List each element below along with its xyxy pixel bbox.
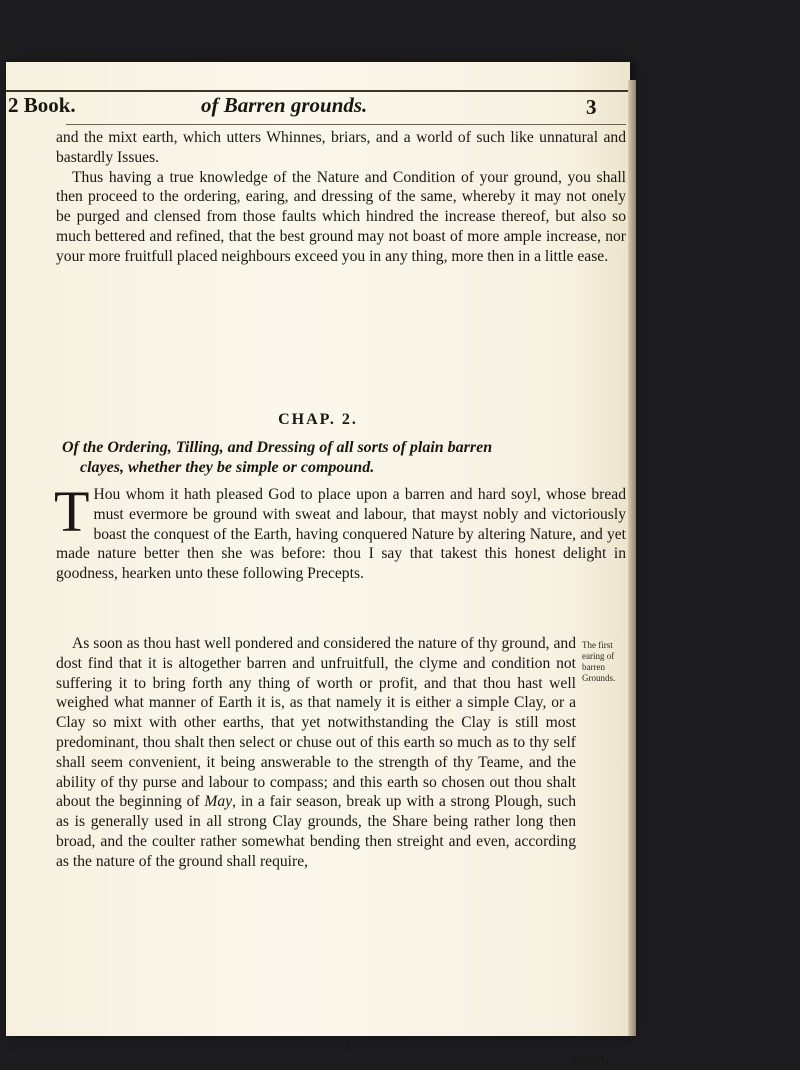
paragraph-4-end: , in a fair season, break up with a strong Plough, such as is generally used in all strong Clay grounds, the Share being rather long then broad, and the coulter rather somewhat bending then streight and even, according as the nature of the ground shall require, [56,793,576,870]
signature-mark: E [346,1038,356,1054]
running-head-book: 2 Book. [8,93,76,117]
chapter-description-line-1: Of the Ordering, Tilling, and Dressing of all sorts of plain barren [62,439,493,456]
catchword: which [571,1052,610,1069]
chapter-description [62,438,622,478]
text-block-opening [56,128,626,267]
paragraph-3-text: Hou whom it hath pleased God to place upon a barren and hard soyl, whose bread must evermore be ground with sweat and labour, that mayst nobly and victoriously boast the conquest of the Earth, having conquered Nature by altering Nature, and yet made nature better then she was before: thou I say that takest this honest delight in goodness, hearken unto these following Precepts. [56,486,626,583]
page-edge [628,80,636,1036]
drop-cap: T [54,479,90,544]
page-number: 3 [586,95,597,119]
book-page [6,62,630,1069]
paragraph-4-start: As soon as thou hast well pondered and considered the nature of thy ground, and dost find that it is altogether barren and unfruitfull, the clyme and condition not suffering it to bring forth any thing of worth or profit, and that thou hast well weighed what manner of Earth it is, as that namely it is either a simple Clay, or a Clay so mixt with other earths, that yet notwithstanding the Clay is still most predominant, thou shalt then select or chuse out of this earth so much as to thy self shall seem convenient, it being answerable to the strength of thy Teame, and the ability of thy purse and labour to compass; and this earth so chosen out thou shalt about the beginning of [56,635,576,811]
paragraph-2: Thus having a true knowledge of the Nature and Condition of your ground, you shall then proceed to the ordering, earing, and dressing of the same, whereby it may not onely be purged and clensed from those faults which hindred the increase thereof, but also so much bettered and refined, that the best ground may not boast of more ample increase, nor your more fruitfull placed neighbours exceed you in any thing, more then in a little ease. [56,168,626,265]
paragraph-4 [56,634,576,872]
running-head-title: of Barren grounds. [201,93,368,117]
paragraph-4-month: May [204,793,233,811]
running-head [6,92,606,122]
head-rule [66,124,626,125]
paragraph-3 [54,479,626,584]
chapter-description-line-2: clayes, whether they be simple or compound. [80,459,375,476]
paragraph-1: and the mixt earth, which utters Whinnes, briars, and a world of such like unnatural and bastardly Issues. [56,129,626,166]
margin-note: The first earing of barren Grounds. [582,640,616,683]
chapter-heading: CHAP. 2. [278,411,358,428]
